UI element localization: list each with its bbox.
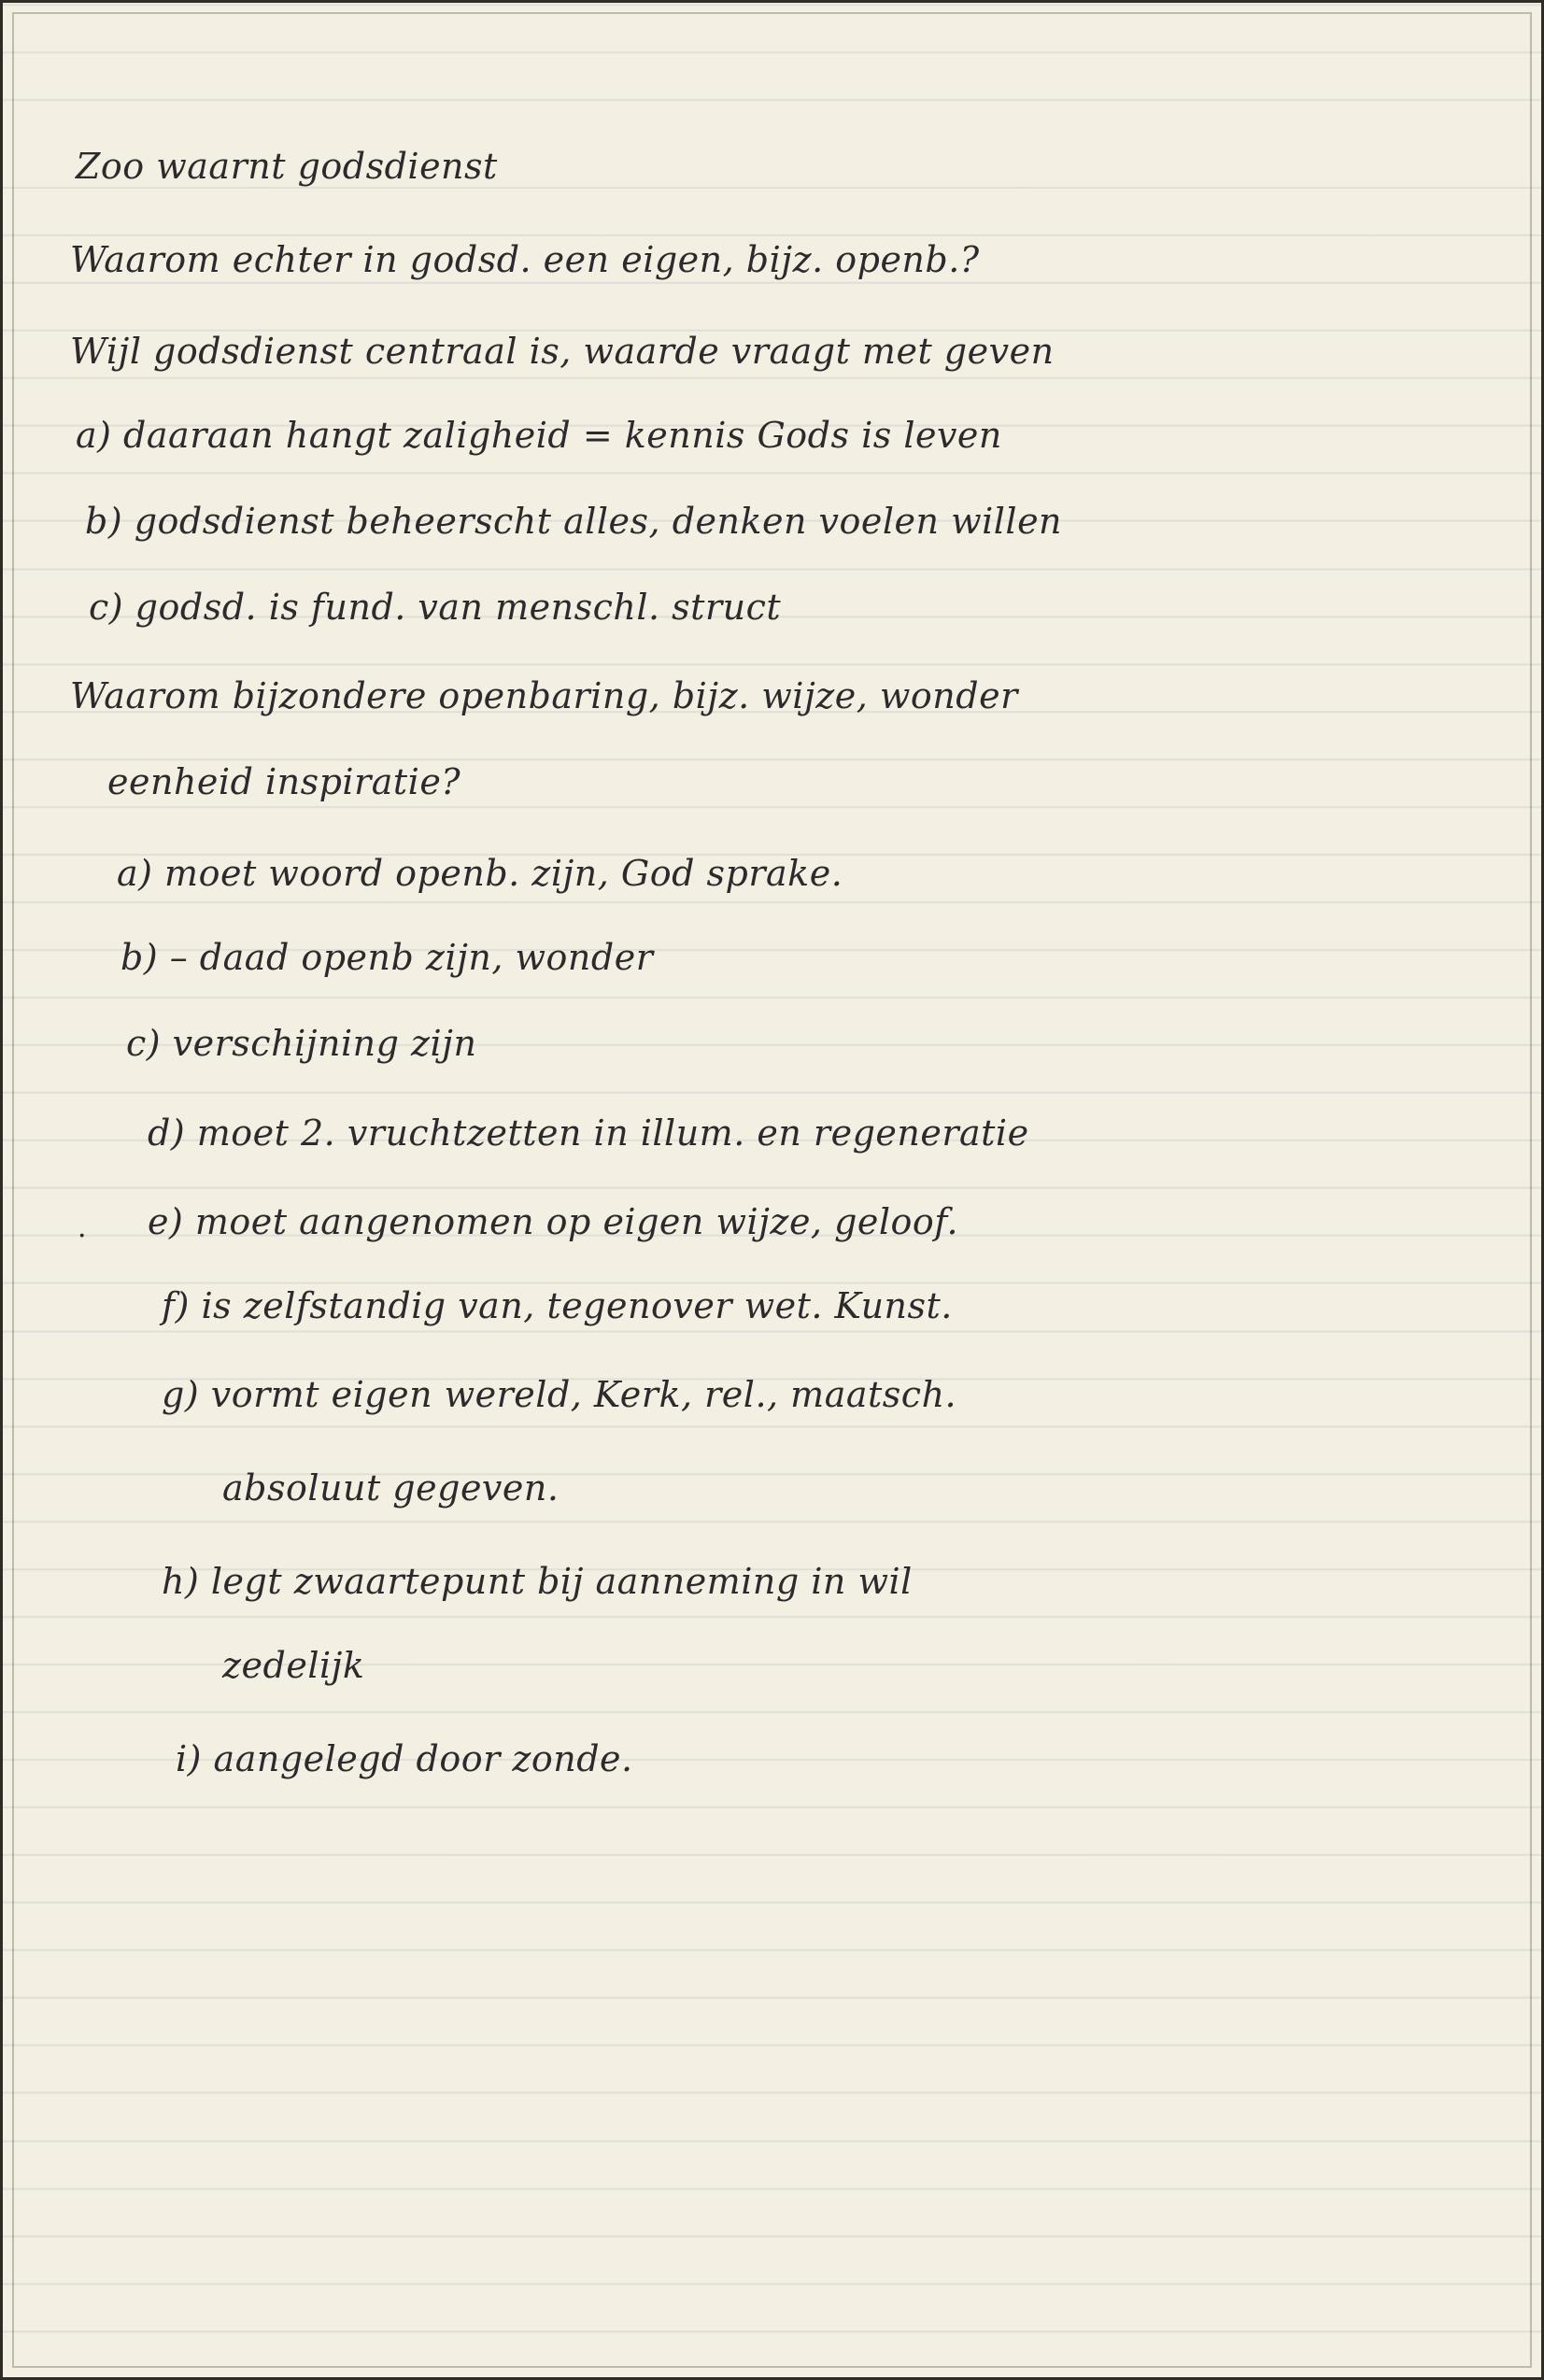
line-6: c) godsd. is fund. van menschl. struct xyxy=(89,587,782,628)
line-18: zedelijk xyxy=(222,1645,365,1686)
margin-dot-mark: · xyxy=(78,1220,87,1253)
line-1: Zoo waarnt godsdienst xyxy=(76,146,498,187)
line-7: Waarom bijzondere openbaring, bijz. wijze, wonder xyxy=(70,675,1018,716)
line-12: d) moet 2. vruchtzetten in illum. en regeneratie xyxy=(148,1112,1029,1154)
line-19: i) aangelegd door zonde. xyxy=(176,1738,633,1779)
line-10: b) – daad openb zijn, wonder xyxy=(120,937,654,978)
line-16: absoluut gegeven. xyxy=(222,1467,560,1509)
line-13: e) moet aangenomen op eigen wijze, geloof. xyxy=(148,1201,959,1242)
line-2: Waarom echter in godsd. een eigen, bijz. openb.? xyxy=(70,239,980,280)
line-3: Wijl godsdienst centraal is, waarde vraagt met geven xyxy=(70,331,1055,372)
line-5: b) godsdienst beheerscht alles, denken voelen willen xyxy=(85,501,1063,542)
line-17: h) legt zwaartepunt bij aanneming in wil xyxy=(162,1561,913,1602)
line-11: c) verschijning zijn xyxy=(126,1023,477,1064)
line-8: eenheid inspiratie? xyxy=(107,761,461,802)
line-15: g) vormt eigen wereld, Kerk, rel., maatsch. xyxy=(162,1374,957,1415)
line-9: a) moet woord openb. zijn, God sprake. xyxy=(117,853,843,894)
line-14: f) is zelfstandig van, tegenover wet. Kunst. xyxy=(162,1285,953,1326)
line-4: a) daaraan hangt zaligheid = kennis Gods is leven xyxy=(76,415,1002,456)
